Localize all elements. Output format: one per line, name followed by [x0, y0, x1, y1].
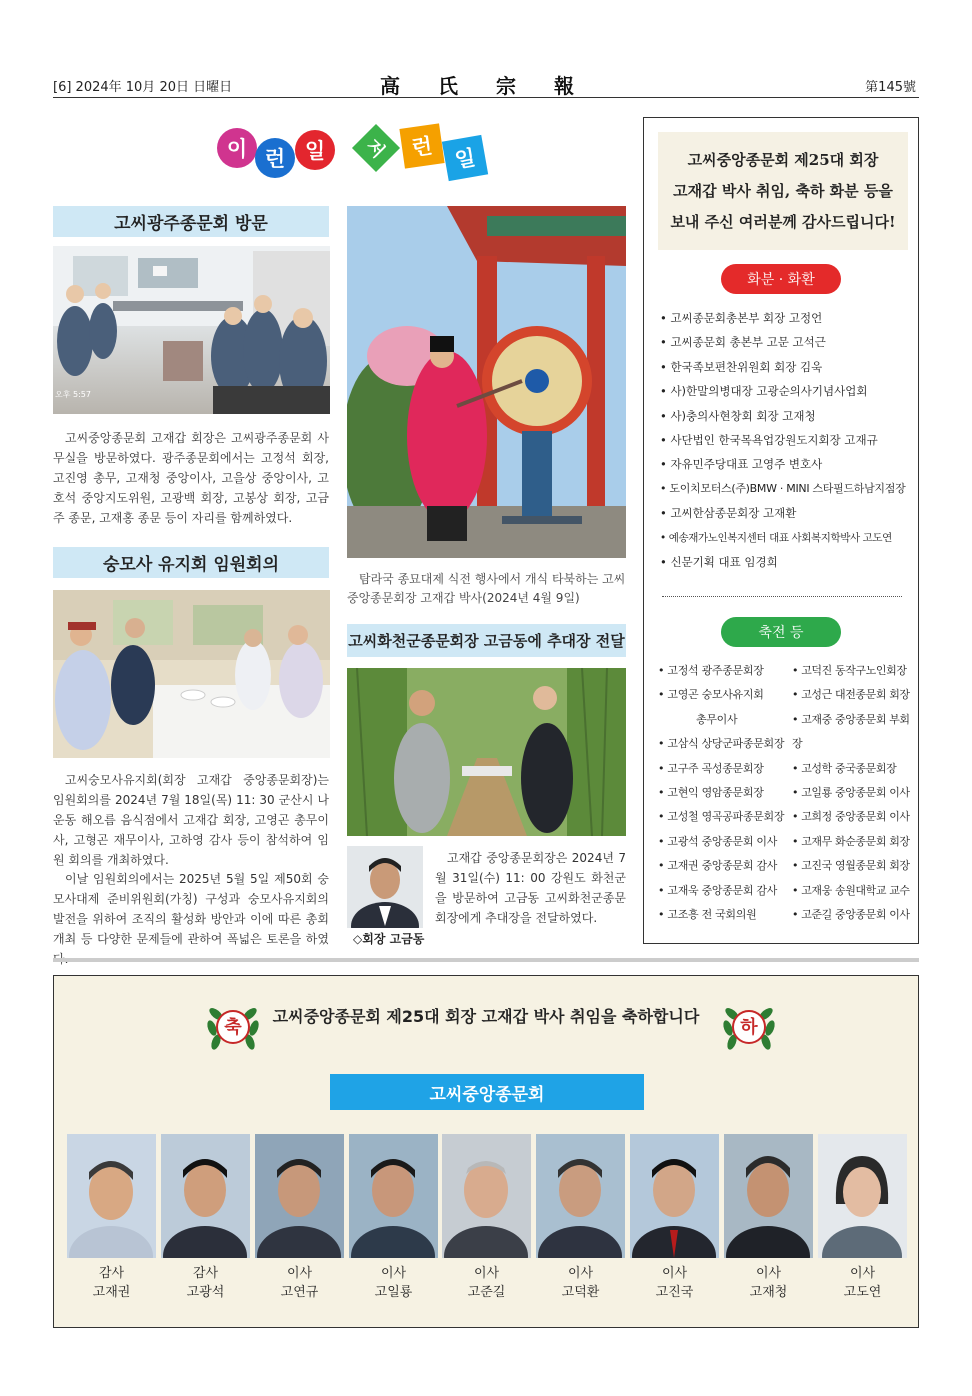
member-card [536, 1134, 625, 1302]
hwacheon-heading: 고씨화천군종문회장 고금동에 추대장 전달 [347, 624, 626, 657]
gwangju-heading: 고씨광주종문회 방문 [53, 206, 329, 237]
member-role: 이사 [473, 1266, 500, 1281]
list-item: • 고재무 화순종문회 회장 [792, 830, 918, 854]
list-item: • 사단법인 한국목욕업강원도지회장 고재규 [660, 428, 916, 452]
member-name: 고재청 [749, 1285, 788, 1300]
telegram-list-left [658, 659, 794, 927]
member-photo [536, 1134, 625, 1258]
member-role: 이사 [755, 1266, 782, 1281]
gwangju-body: 고씨중앙종문회 고재갑 회장은 고씨광주종문회 사무실을 방문하였다. 광주종문회에서는 고정석 회장, 고진영 총무, 고재청 중앙이사, 고을상 중앙이사, 고호석 중앙지도위원, 고광백 회장, 고봉상 회장, 고금주 종문, 고재홍 종문 등이 자리를 함께하였다. [53, 431, 329, 525]
member-card [442, 1134, 531, 1302]
wreath-left-text: 축 [224, 1017, 242, 1038]
telegram-label: 축전 등 [721, 617, 841, 647]
thanks-sidebar [643, 117, 919, 944]
column-logo [215, 122, 495, 188]
sungmosa-photo [53, 590, 330, 758]
list-item: • 고희정 중앙종문회 이사 [792, 805, 918, 829]
list-item: • 고성학 중국종문회장 [792, 757, 918, 781]
list-item: • 고재권 중앙종문회 감사 [658, 854, 794, 878]
member-name: 고연규 [280, 1285, 319, 1300]
congratulations-box [53, 975, 919, 1328]
list-item: • 고성철 영곡공파종문회장 [658, 805, 794, 829]
list-item: • 고진국 영월종문회 회장 [792, 854, 918, 878]
member-photo [349, 1134, 438, 1258]
list-item: • 고재중 중앙종문회 부회장 [792, 708, 918, 757]
member-name: 고일룡 [374, 1285, 413, 1300]
issue-date: [6] 2024年 10月 20日 日曜日 [53, 80, 233, 95]
member-card [67, 1134, 156, 1302]
logo-char-1: 이 [217, 128, 257, 168]
list-item: 총무이사 [696, 712, 738, 726]
member-name: 고도연 [843, 1285, 882, 1300]
list-item: • 사)충의사현창회 회장 고재청 [660, 404, 916, 428]
list-item: • 고정석 광주종문회장 [658, 659, 794, 683]
member-card [349, 1134, 438, 1302]
member-role: 이사 [567, 1266, 594, 1281]
logo-char-5: 런 [399, 123, 444, 168]
member-role: 감사 [192, 1266, 219, 1281]
photo-timestamp: 오후 5:57 [55, 390, 91, 399]
sungmosa-body-2: 이날 임원회의에서는 2025년 5월 5일 제50회 숭모사대제 준비위원회(가칭) 구성과 숭모사유지회의 발전을 위하여 조직의 활성화 방안과 이에 따른 총회개최 등 다양한 문제들에 관하여 폭넓은 토론을 하였 [53, 872, 329, 946]
thanks-line-1: 고씨중앙종문회 제25대 회장 [687, 150, 879, 169]
logo-char-2: 런 [255, 138, 295, 178]
list-item: • 신문기획 대표 임경희 [660, 550, 916, 574]
congrats-title: 고씨중앙종문회 제25대 회장 고재갑 박사 취임을 축하합니다 [272, 1007, 700, 1026]
drum-photo [347, 206, 626, 558]
gwangju-photo [53, 246, 330, 414]
sungmosa-body-1: 고씨숭모사유지회(회장 고재갑 중앙종문회장)는 임원회의를 2024년 7월 18일(목) 11: 30 군산시 나운동 해오름 음식점에서 고재갑 회장, 고영곤 총무이사, 고형곤 재무이사, 고하영 감사 등이 참석하여 임원 회의를 개최하였다. [53, 773, 329, 867]
member-photo [442, 1134, 531, 1258]
list-item: • 고삼식 상당군파종문회장 [658, 732, 794, 756]
flowers-label: 화분 · 화환 [721, 264, 841, 294]
dotted-divider [662, 596, 902, 597]
hwacheon-body: 고재갑 중앙종문회장은 2024년 7월 31일(수) 11: 00 강원도 화천군을 방문하여 고금동 고씨화천군종문회장에게 추대장을 전달하였다. [435, 851, 626, 925]
member-photo [630, 1134, 719, 1258]
member-photo [255, 1134, 344, 1258]
logo-char-3: 일 [295, 130, 335, 170]
member-role: 이사 [849, 1266, 876, 1281]
list-item: • 고광석 중앙종문회 이사 [658, 830, 794, 854]
list-item: • 고준길 중앙종문회 이사 [792, 903, 918, 927]
member-card [630, 1134, 719, 1302]
header-rule [53, 97, 919, 98]
logo-char-6: 일 [442, 135, 488, 181]
list-item: • 고현익 영암종문회장 [658, 781, 794, 805]
masthead-title: 高氏宗報 [380, 74, 612, 98]
member-card [818, 1134, 907, 1302]
section-divider [53, 958, 919, 962]
thanks-line-2: 고재갑 박사 취임, 축하 화분 등을 [673, 181, 893, 200]
member-card [161, 1134, 250, 1302]
list-item: • 고조흥 전 국회의원 [658, 903, 794, 927]
member-role: 감사 [98, 1266, 125, 1281]
hwacheon-photo [347, 668, 626, 836]
list-item: • 고일룡 중앙종문회 이사 [792, 781, 918, 805]
list-item: • 예송재가노인복지센터 대표 사회복지학박사 고도연 [660, 526, 916, 550]
telegram-list-right [792, 659, 918, 927]
logo-char-4: 저 [352, 124, 400, 172]
member-name: 고진국 [655, 1285, 694, 1300]
member-photo [161, 1134, 250, 1258]
list-item: • 고씨종문회 총본부 고문 고석근 [660, 330, 916, 354]
portrait-caption: ◇회장 고금동 [353, 932, 425, 946]
list-item: • 고성근 대전종문회 회장 [792, 683, 918, 707]
issue-number: 第145號 [865, 80, 916, 95]
member-card [724, 1134, 813, 1302]
member-name: 고광석 [186, 1285, 225, 1300]
list-item: • 자유민주당대표 고영주 변호사 [660, 452, 916, 476]
thanks-line-3: 보내 주신 여러분께 감사드립니다! [670, 212, 896, 231]
list-item: • 고재웅 송원대학교 교수 [792, 879, 918, 903]
thanks-message [658, 132, 908, 250]
list-item: • 고구주 곡성종문회장 [658, 757, 794, 781]
list-item: • 사)한말의병대장 고광순의사기념사업회 [660, 379, 916, 403]
list-item: • 고씨한삼종문회장 고재환 [660, 501, 916, 525]
list-item: • 고덕진 동작구노인회장 [792, 659, 918, 683]
member-role: 이사 [286, 1266, 313, 1281]
wreath-right-text: 하 [740, 1017, 758, 1038]
member-name: 고재권 [92, 1285, 131, 1300]
list-item: • 고영곤 숭모사유지회 [658, 683, 794, 707]
list-item: • 도이치모터스(주)BMW · MINI 스타필드하남지점장 [660, 477, 916, 501]
member-photo [818, 1134, 907, 1258]
list-item: • 고재욱 중앙종문회 감사 [658, 879, 794, 903]
member-photo [67, 1134, 156, 1258]
hwacheon-portrait [347, 846, 423, 928]
flowers-list [660, 306, 916, 574]
list-item: • 한국족보편찬위원회 회장 김욱 [660, 355, 916, 379]
list-item: • 고씨종문회총본부 회장 고정언 [660, 306, 916, 330]
member-role: 이사 [380, 1266, 407, 1281]
org-name-bar: 고씨중앙종문회 [330, 1074, 644, 1110]
sungmosa-heading: 숭모사 유지회 임원회의 [53, 547, 329, 578]
member-card [255, 1134, 344, 1302]
member-role: 이사 [661, 1266, 688, 1281]
member-name: 고준길 [467, 1285, 506, 1300]
member-name: 고덕환 [561, 1285, 600, 1300]
drum-caption: 탐라국 종묘대제 식전 행사에서 개식 타북하는 고씨중앙종문회장 고재갑 박사(2024년 4월 9일) [347, 572, 626, 605]
member-photo [724, 1134, 813, 1258]
